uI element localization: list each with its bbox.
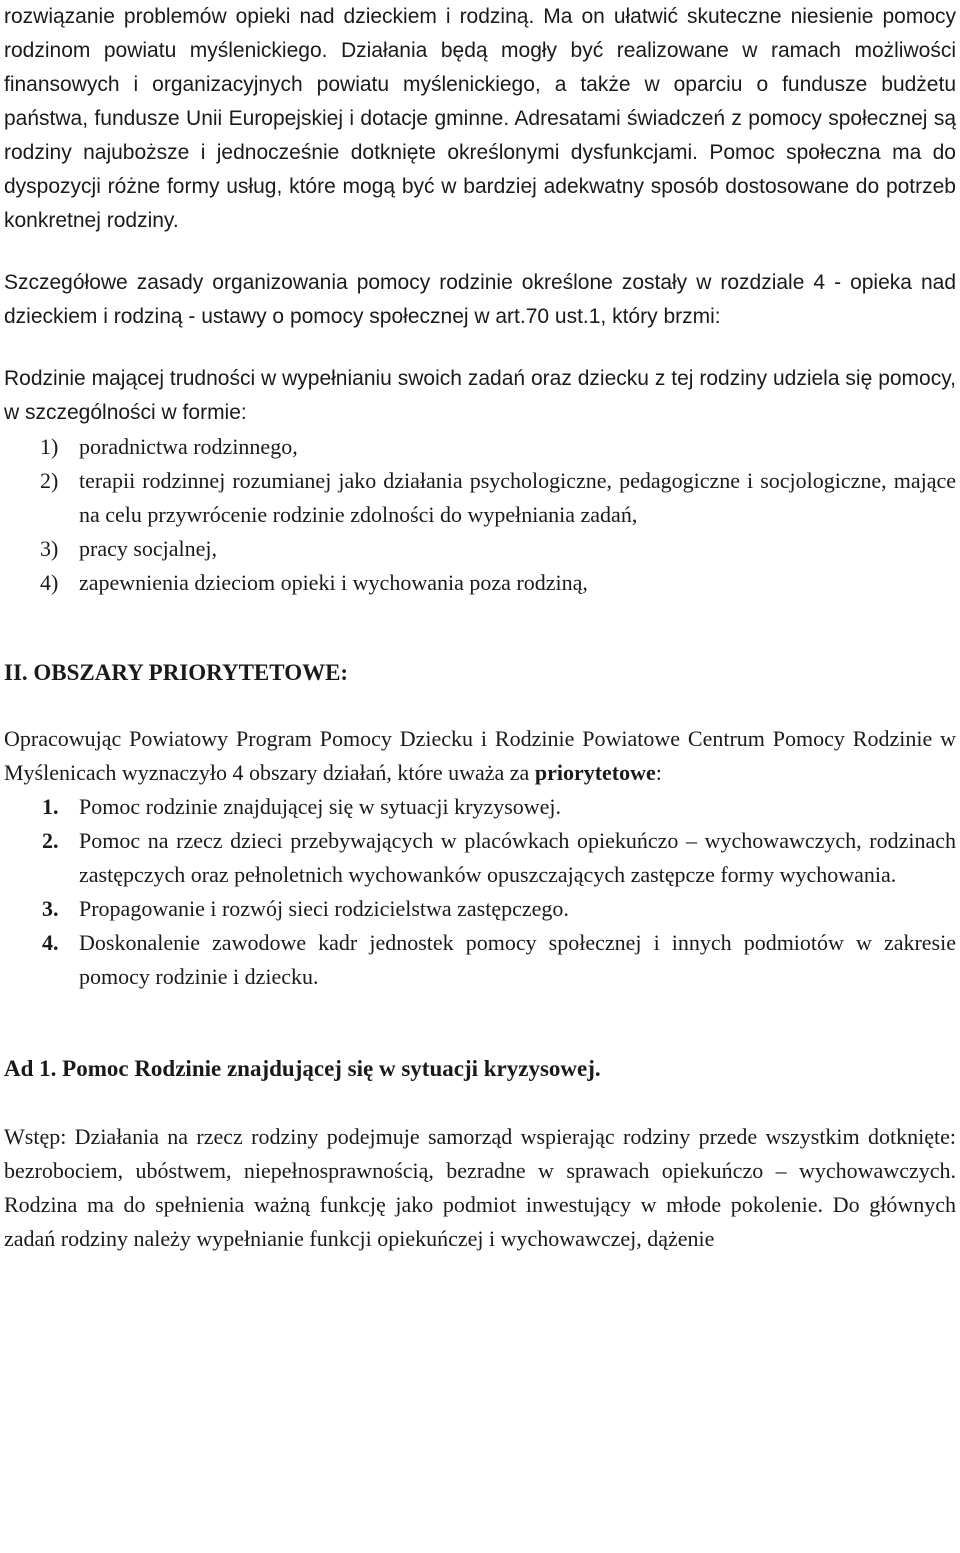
list-item-text: poradnictwa rodzinnego,	[79, 434, 298, 459]
priorities-intro-colon: :	[655, 760, 662, 785]
list-number: 1)	[40, 434, 59, 459]
list-item	[4, 566, 956, 600]
list-number: 4)	[40, 570, 59, 595]
list-item	[4, 464, 956, 532]
paragraph-legal-basis: Szczegółowe zasady organizowania pomocy rodzinie określone zostały w rozdziale 4 - opieka nad dzieckiem i rodziną - ustawy o pomocy społecznej w art.70 ust.1, który brzmi:	[4, 271, 956, 328]
priorities-intro-bold: priorytetowe	[534, 760, 656, 785]
paragraph-priorities-intro	[4, 722, 956, 790]
paragraph-intro: rozwiązanie problemów opieki nad dzieckiem i rodziną. Ma on ułatwić skuteczne niesienie pomocy rodzinom powiatu myślenickiego. Działania będą mogły być realizowane w ramach możliwości finansowych i organizacyjnych powiatu myślenickiego, a także w oparciu o fundusze budżetu państwa, fundusze Unii Europejskiej i dotacje gminne. Adresatami świadczeń z pomocy społecznej są rodziny najuboższe i jednocześnie dotknięte określonymi dysfunkcjami. Pomoc społeczna ma do dyspozycji różne formy usług, które mogą być w bardziej adekwatny sposób dostosowane do potrzeb konkretnej rodziny.	[4, 5, 956, 232]
priorities-list	[4, 790, 956, 994]
list-item	[4, 926, 956, 994]
list-number: 2.	[42, 828, 59, 853]
list-item-text: Pomoc na rzecz dzieci przebywających w placówkach opiekuńczo – wychowawczych, rodzinach zastępczych oraz pełnoletnich wychowanków opuszczających zastępcze formy wychowania.	[79, 828, 956, 887]
list-number: 3)	[40, 536, 59, 561]
list-item	[4, 532, 956, 566]
list-number: 1.	[42, 794, 59, 819]
list-item	[4, 824, 956, 892]
priorities-intro-text: Opracowując Powiatowy Program Pomocy Dziecku i Rodzinie Powiatowe Centrum Pomocy Rodzinie w Myślenicach wyznaczyło 4 obszary działań, które uważa za	[4, 726, 956, 785]
section-heading-priorities: II. OBSZARY PRIORYTETOWE:	[4, 660, 349, 685]
list-item	[4, 892, 956, 926]
list-item-text: Propagowanie i rozwój sieci rodzicielstwa zastępczego.	[79, 896, 569, 921]
list-number: 3.	[42, 896, 59, 921]
section-heading-ad1: Ad 1. Pomoc Rodzinie znajdującej się w sytuacji kryzysowej.	[4, 1056, 601, 1081]
list-item	[4, 790, 956, 824]
list-item-text: Doskonalenie zawodowe kadr jednostek pomocy społecznej i innych podmiotów w zakresie pomocy rodzinie i dziecku.	[79, 930, 956, 989]
list-item-text: Pomoc rodzinie znajdującej się w sytuacji kryzysowej.	[79, 794, 562, 819]
list-item-text: terapii rodzinnej rozumianej jako działania psychologiczne, pedagogiczne i socjologiczne, mające na celu przywrócenie rodzinie zdolności do wypełniania zadań,	[79, 468, 956, 527]
list-item-text: zapewnienia dzieciom opieki i wychowania poza rodziną,	[79, 570, 588, 595]
list-number: 2)	[40, 468, 59, 493]
paragraph-ad1-intro: Wstęp: Działania na rzecz rodziny podejmuje samorząd wspierając rodziny przede wszystkim dotknięte: bezrobociem, ubóstwem, niepełnosprawnością, bezradne w sprawach opiekuńczo – wychowawczych. Rodzina ma do spełnienia ważną funkcję jako podmiot inwestujący w młode pokolenie. Do głównych zadań rodziny należy wypełnianie funkcji opiekuńczej i wychowawczej, dążenie	[4, 1124, 956, 1251]
list-number: 4.	[42, 930, 59, 955]
list-item-text: pracy socjalnej,	[79, 536, 218, 561]
list-item	[4, 430, 956, 464]
forms-of-help-list	[4, 430, 956, 600]
paragraph-family-help: Rodzinie mającej trudności w wypełnianiu swoich zadań oraz dziecku z tej rodziny udziela się pomocy, w szczególności w formie:	[4, 367, 956, 424]
